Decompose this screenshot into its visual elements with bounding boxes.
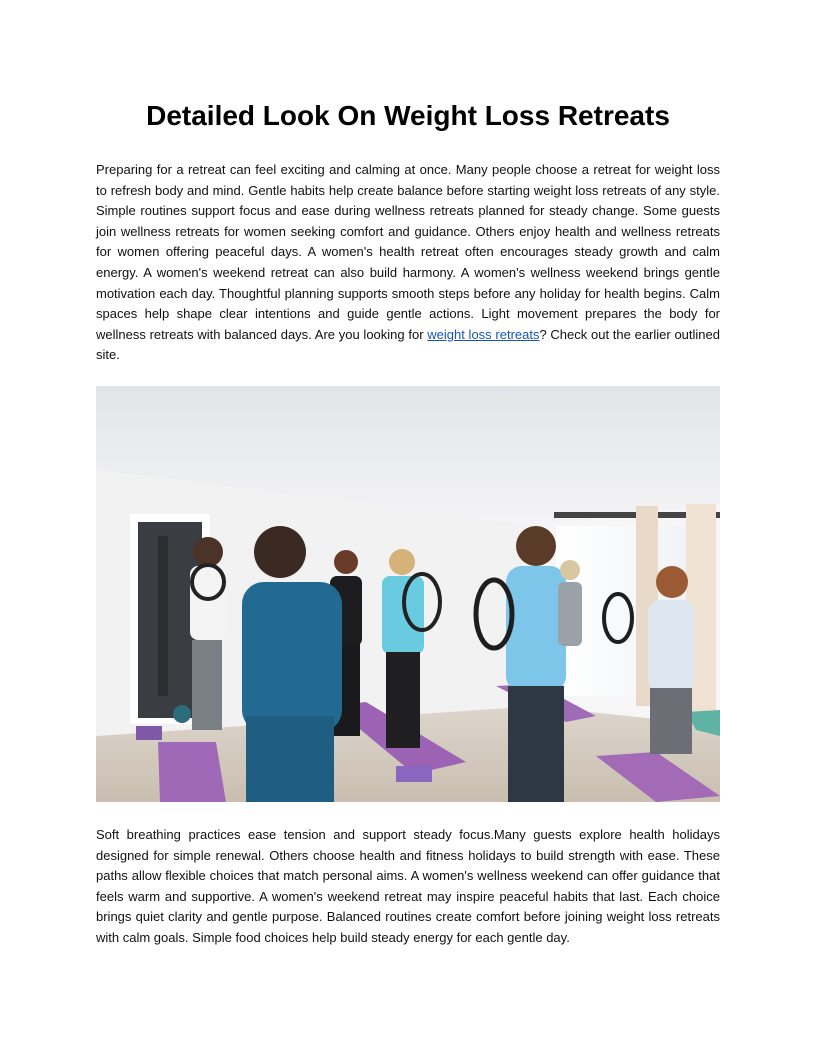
intro-text-end: ? Check out the earlier outlined site. xyxy=(96,326,720,363)
group-exercise-photo xyxy=(96,386,720,802)
intro-paragraph xyxy=(96,160,720,366)
body-paragraph: Soft breathing practices ease tension and support steady focus.Many guests explore health holidays designed for simple renewal. Others choose health and fitness holidays to build strength with ease. These paths allow flexible choices that match personal aims. A women's wellness weekend can offer guidance that feels warm and supportive. A women's weekend retreat may inspire peaceful habits that last. Each choice brings quiet clarity and gentle purpose. Balanced routines create comfort before joining weight loss retreats with calm goals. Simple food choices help build steady energy for each gentle day. xyxy=(96,827,720,945)
intro-text: Preparing for a retreat can feel exciting and calming at once. Many people choose a retreat for weight loss to refresh body and mind. Gentle habits help create balance before starting weight loss retreats of any style. Simple routines support focus and ease during wellness retreats planned for steady change. Some guests join wellness retreats for women seeking comfort and guidance. Others enjoy health and wellness retreats for women offering peaceful days. A women's health retreat often encourages steady growth and calm energy. A women's weekend retreat can also build harmony. A women's wellness weekend brings gentle motivation each day. Thoughtful planning supports smooth steps before any holiday for health begins. Calm spaces help shape clear intentions and guide gentle actions. Light movement prepares the body for wellness retreats with balanced days. Are you looking for xyxy=(96,162,720,342)
page-title: Detailed Look On Weight Loss Retreats xyxy=(146,100,670,131)
weight-loss-retreats-link[interactable]: weight loss retreats xyxy=(427,326,540,342)
